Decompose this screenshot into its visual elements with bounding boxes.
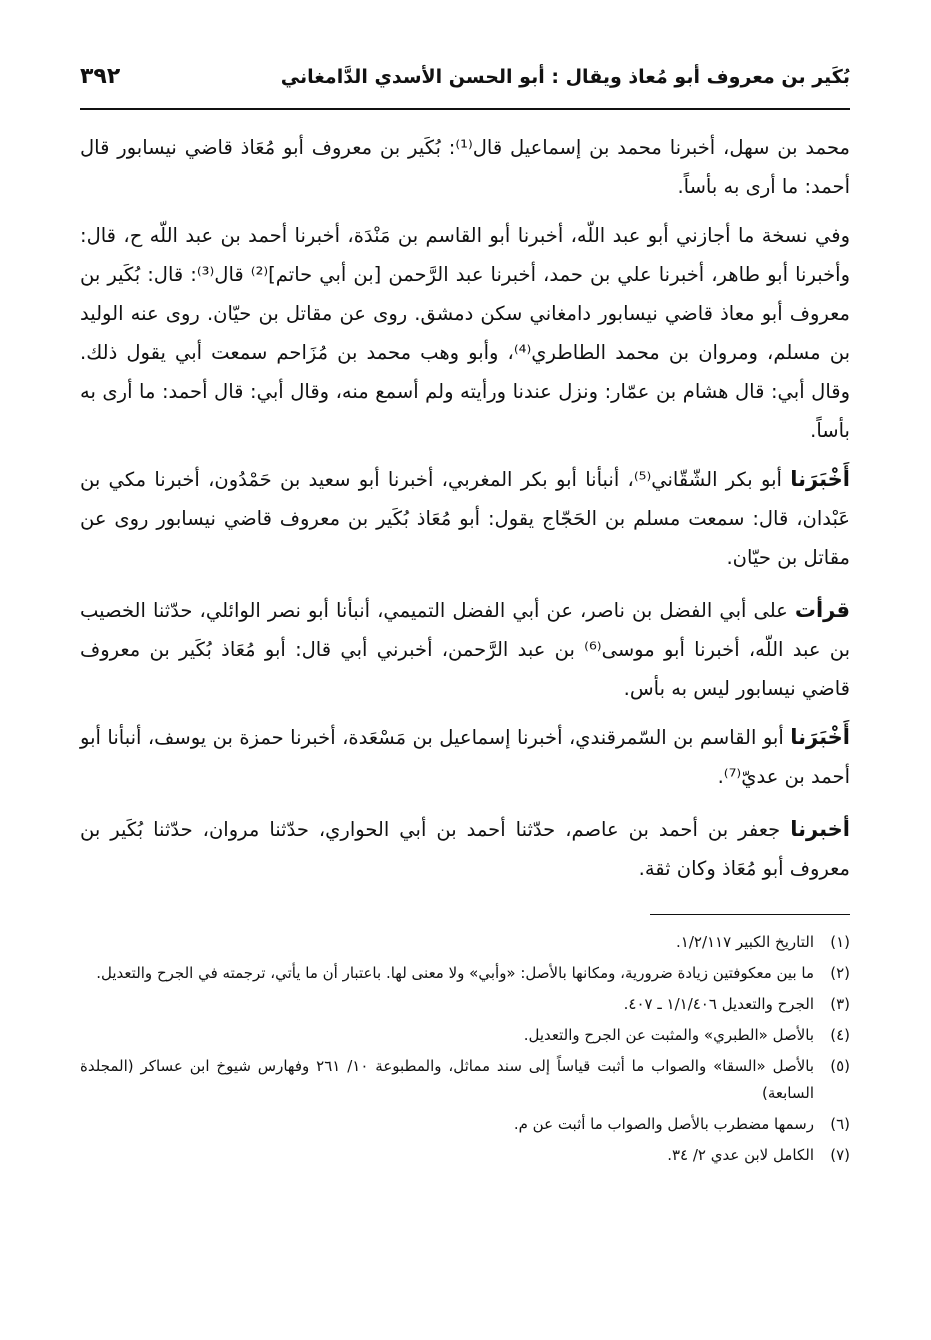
paragraph-text: أبو القاسم بن السّمرقندي، أخبرنا إسماعيل بن مَسْعَدة، أخبرنا حمزة بن يوسف، أنبأنا أبو أحمد بن عديّ⁽⁷⁾.	[80, 726, 850, 788]
footnotes	[80, 929, 850, 1169]
footnote-text: بالأصل «الطبري» والمثبت عن الجرح والتعديل.	[523, 1026, 814, 1044]
footnote	[80, 1022, 850, 1049]
paragraph-1	[80, 128, 850, 206]
paragraph-text: على أبي الفضل بن ناصر، عن أبي الفضل التميمي، أنبأنا أبو نصر الوائلي، حدّثنا الخصيب بن عبد اللّه، أخبرنا أبو موسى⁽⁶⁾ بن عبد الرَّحمن، أخبرني أبي قال: أبو مُعَاذ بُكَير بن معروف قاضي نيسابور ليس به بأس.	[80, 599, 850, 700]
paragraph-text: أبو بكر الشّقّاني⁽⁵⁾، أنبأنا أبو بكر المغربي، أخبرنا أبو سعيد بن حَمْدُون، أخبرنا مكي بن عَبْدان، قال: سمعت مسلم بن الحَجّاج يقول: أبو مُعَاذ بُكَير بن معروف قاضي نيسابور روى عن مقاتل بن حيّان.	[80, 468, 850, 569]
paragraph-lead-word: أخبرنا	[790, 817, 850, 841]
footnote	[80, 960, 850, 987]
paragraph-lead-word: أَخْبَرَنا	[790, 467, 850, 491]
paragraph-6	[80, 810, 850, 888]
footnote-number: (٤)	[830, 1026, 850, 1044]
footnote-number: (٦)	[830, 1115, 850, 1133]
footnote-number: (٣)	[830, 995, 850, 1013]
footnote	[80, 1053, 850, 1107]
page-header	[80, 52, 850, 110]
footnote-text: الكامل لابن عدي ٢/ ٣٤.	[667, 1146, 814, 1164]
paragraph-lead-word: قرأت	[794, 598, 850, 622]
footnote-number: (٧)	[830, 1146, 850, 1164]
paragraph-text: جعفر بن أحمد بن عاصم، حدّثنا أحمد بن أبي الحواري، حدّثنا مروان، حدّثنا بُكَير بن معروف أبو مُعَاذ وكان ثقة.	[80, 818, 850, 880]
book-page	[80, 52, 850, 1173]
footnote-number: (١)	[830, 933, 850, 951]
paragraph-text: محمد بن سهل، أخبرنا محمد بن إسماعيل قال⁽¹⁾: بُكَير بن معروف أبو مُعَاذ قاضي نيسابور قال أحمد: ما أرى به بأساً.	[80, 136, 850, 198]
page-number: ٣٩٢	[80, 64, 121, 89]
footnote-number: (٢)	[830, 964, 850, 982]
footnote	[80, 1111, 850, 1138]
footnote-text: بالأصل «السقا» والصواب ما أثبت قياساً إلى سند مماثل، والمطبوعة ١٠/ ٢٦١ وفهارس شيوخ ابن عساكر (المجلدة السابعة)	[80, 1057, 815, 1102]
paragraph-lead-word: أَخْبَرَنا	[790, 725, 850, 749]
paragraph-5	[80, 718, 850, 796]
footnote-text: رسمها مضطرب بالأصل والصواب ما أثبت عن م.	[513, 1115, 814, 1133]
footnote-text: ما بين معكوفتين زيادة ضرورية، ومكانها بالأصل: «وأبي» ولا معنى لها. باعتبار أن ما يأتي، ترجمته في الجرح والتعديل.	[96, 964, 814, 982]
footnote	[80, 929, 850, 956]
main-text	[80, 128, 850, 888]
footnote-number: (٥)	[830, 1057, 850, 1075]
running-title: بُكَير بن معروف أبو مُعاذ ويقال : أبو الحسن الأسدي الدَّامغاني	[280, 66, 850, 88]
footnote-separator	[650, 914, 850, 915]
footnote	[80, 1142, 850, 1169]
footnote-text: التاريخ الكبير ١/٢/١١٧.	[676, 933, 814, 951]
paragraph-2	[80, 216, 850, 450]
paragraph-text: وفي نسخة ما أجازني أبو عبد اللّه، أخبرنا أبو القاسم بن مَنْدَة، أخبرنا أحمد بن عبد اللّه ح، قال: وأخبرنا أبو طاهر، أخبرنا علي بن حمد، أخبرنا عبد الرَّحمن [بن أبي حاتم]⁽²⁾ قال⁽³⁾: قال: بُكَير بن معروف أبو معاذ قاضي نيسابور دامغاني سكن دمشق. روى عن مقاتل بن حيّان. روى عنه الوليد بن مسلم، ومروان بن محمد الطاطري⁽⁴⁾، وأبو وهب محمد بن مُزَاحم سمعت أبي يقول ذلك. وقال أبي: قال هشام بن عمّار: ونزل عندنا ورأيته ولم أسمع منه، وقال أبي: قال أحمد: ما أرى به بأساً.	[80, 224, 850, 442]
paragraph-4	[80, 591, 850, 708]
paragraph-3	[80, 460, 850, 577]
footnote-text: الجرح والتعديل ١/١/٤٠٦ ـ ٤٠٧.	[623, 995, 814, 1013]
footnote	[80, 991, 850, 1018]
